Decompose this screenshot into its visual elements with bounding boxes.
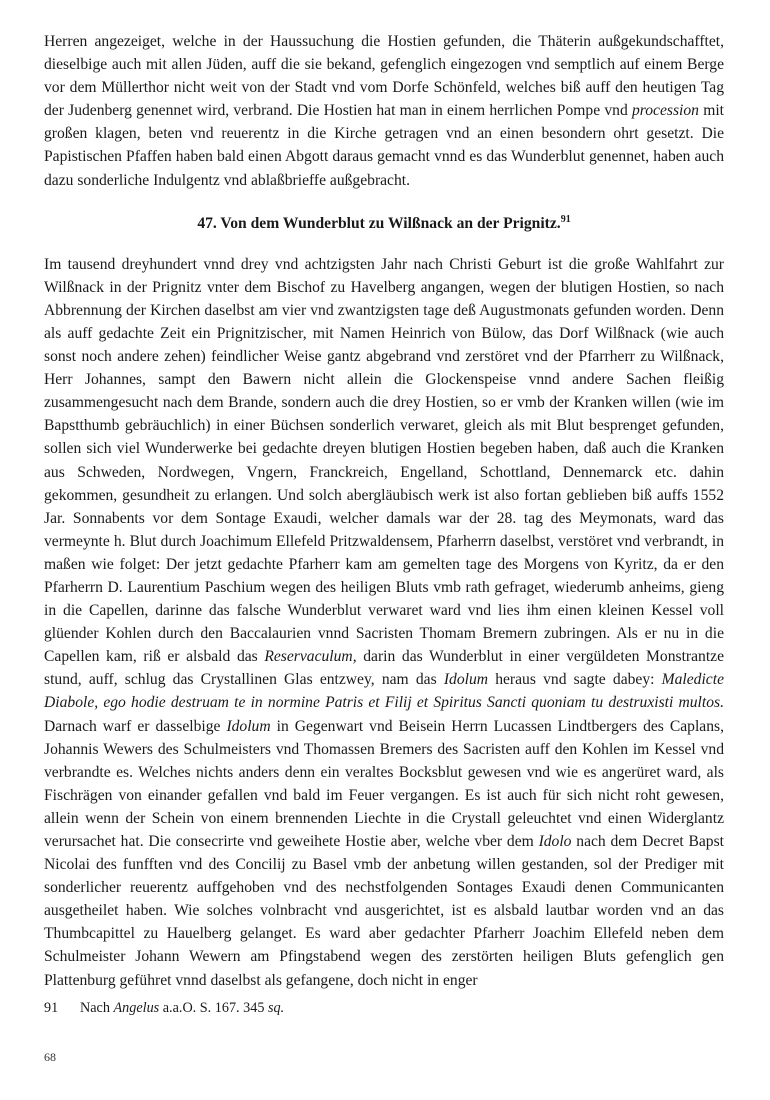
body-italic-2: Idolum: [443, 671, 489, 689]
footnote-italic-author: Angelus: [113, 999, 160, 1016]
body-text-1: Im tausend dreyhundert vnnd drey vnd achtzigsten Jahr nach Christi Geburt ist die große Wahlfahrt zur Wilßnack in der Prignitz vnter dem Bischof zu Havelberg angangen, wegen der blutigen Hostien, so nach Abbrennung der Kirchen daselbst am vier vnd zwantzigsten tage deß Augustmonats gefunden worden. Denn als auff gedachte Zeit ein Prignitzischer, mit Namen Heinrich von Bülow, das Dorf Wilßnack (wie auch sonst noch andere zehen) feindlicher Weise gantz abgebrand vnd zerstöret vnd der Pfarrherr zu Wilßnack, Herr Johannes, sampt den Bawern nicht allein die Glockenspeise vnnd andere Sachen fleißig zusammengesucht nach dem Brande, sondern auch die drey Hostien, so er vmb der Kranken willen (wie im Bapstthumb gebräuchlich) in einer Büchsen sonderlich verwaret, gleich als mit Blut besprenget gefunden, sollen sich viel Wunderwerke bei gedachte dreyen blutigen Hostien begeben haben, daß auch die Kranken aus Schweden, Nordwegen, Vngern, Franckreich, Engelland, Schottland, Dennemarck etc. dahin gekommen, gesundheit zu erlangen. Und solch abergläubisch werk ist also fortan geblieben biß auffs 1552 Jar. Sonnabents vor dem Sontage Exaudi, welcher damals war der 28. tag des Meymonats, ward das vermeynte h. Blut durch Joachimum Ellefeld Pritzwaldensem, Pfarherrn daselbst, verstöret vnd verbrandt, in maßen wie folget: Der jetzt gedachte Pfarherr kam am gemelten tage des Morgens von Kyritz, da er den Pfarherrn D. Laurentium Paschium wegen des heiligen Bluts vmb rath gefraget, wiederumb anheims, gieng in die Capellen, darinne das falsche Wunderblut verwaret ward vnd lies ihm einen kleinen Kessel voll glüender Kohlen durch den Baccalaurien vnnd Sacristen Thomam Bremern zubringen. Als er nu in die Capellen kam, riß er alsbald das: [44, 255, 724, 666]
footnote-text-2: a.a.O. S. 167. 345: [159, 999, 268, 1016]
section-heading: [44, 212, 724, 235]
body-italic-4: Idolum: [226, 717, 271, 735]
intro-italic-procession: procession: [631, 102, 699, 120]
body-italic-5: Idolo: [538, 833, 572, 850]
footnote-text-1: Nach: [80, 999, 114, 1016]
body-italic-1: Reservaculum,: [264, 648, 357, 666]
body-paragraph: [44, 253, 724, 992]
page-content: [44, 30, 724, 1018]
body-text-4: Darnach warf er dasselbige: [44, 717, 227, 735]
footnote: [44, 998, 724, 1018]
page-number: 68: [44, 1050, 56, 1064]
body-text-2: darin das Wunderblut in einer vergüldeten Monstrantze stund, auff, schlug das Crystallinen Glas entzwey, nam das: [44, 648, 724, 689]
body-text-5: in Gegenwart vnd Beisein Herrn Lucassen Lindtbergers des Caplans, Johannis Wewers des Schulmeisters vnd Thomassen Bremers des Sacristen auff den Kohlen im Kessel vnd verbrandte es. Welches nichts anders denn ein veraltes Bocksblut gewesen vnd wie es angerüret ward, als Fischrägen von einander gefallen vnd bald im Feuer vergangen. Es ist auch für sich nicht roht gewesen, allein wenn der Schein von einem brennenden Liechte in die Crystall geleuchtet vnd einen Widerglantz verursachet hat. Die consecrirte vnd geweihete Hostie aber, welche vber dem: [44, 717, 724, 850]
footnote-number: 91: [44, 999, 59, 1016]
footnote-italic-sq: sq.: [267, 999, 285, 1016]
body-text-3: heraus vnd sagte dabey:: [488, 671, 662, 689]
intro-text-1: Herren angezeiget, welche in der Haussuchung die Hostien gefunden, die Thäterin außgekundschafftet, dieselbige auch mit allen Jüden, auff die sie bekand, gefenglich eingezogen vnd semptlich auf einem Berge vor dem Müllerthor nicht weit von der Stadt vnd vom Dorfe Schönfeld, welches biß auff den heutigen Tag der Judenberg genennet wird, verbrand. Die Hostien hat man in einem herrlichen Pompe vnd: [44, 33, 724, 120]
body-text-6: nach dem Decret Bapst Nicolai des funfften vnd des Concilij zu Basel vmb der anbetung willen gestanden, sol der Prediger mit sonderlicher reuerentz auffgehoben vnd des nechstfolgenden Sontages Exaudi denen Communicanten ausgetheilet haben. Wie solches volnbracht vnd ausgerichtet, ist es alsbald lautbar worden vnd an das Thumbcapittel zu Hauelberg gelanget. Es ward aber gedachter Pfarherr Joachim Ellefeld neben dem Schulmeister Johann Wewern am Pfingstabend wegen des zerstörten heiligen Bluts gefenglich gen Plattenburg geführet vnnd daselbst als gefangene, doch nicht in enger: [44, 833, 725, 989]
intro-paragraph: [44, 30, 724, 192]
footnote-reference[interactable]: 91: [560, 213, 571, 225]
intro-text-2: mit großen klagen, beten vnd reuerentz in die Kirche getragen vnd an einen besondern ohrt gesetzt. Die Papistischen Pfaffen haben bald einen Abgott daraus gemacht vnnd es das Wunderblut genennet, haben auch dazu sonderliche Indulgentz vnd ablaßbrieffe außgebracht.: [44, 102, 724, 189]
section-heading-text: 47. Von dem Wunderblut zu Wilßnack an der Prignitz.: [197, 214, 561, 232]
body-italic-latin-quote: Maledicte Diabole, ego hodie destruam te in normine Patris et Filij et Spiritus Sancti quoniam tu destruxisti multos.: [44, 671, 724, 712]
